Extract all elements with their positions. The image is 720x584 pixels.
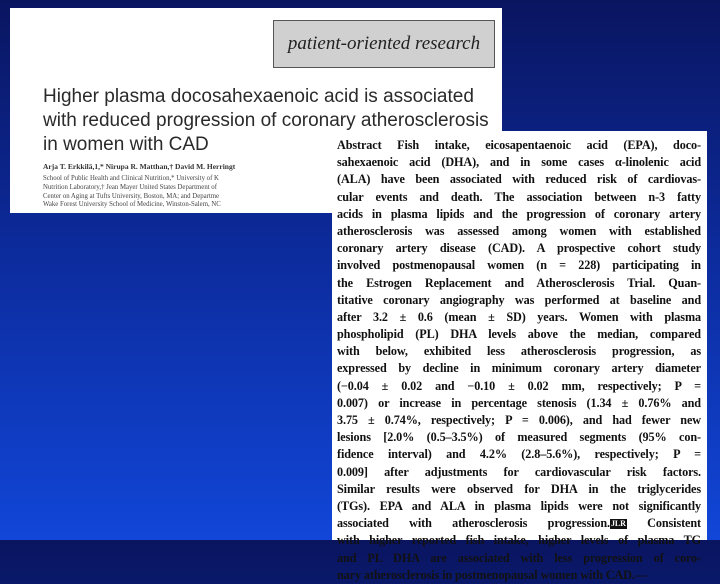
abstract-line: (−0.04 ± 0.02 and −0.10 ± 0.02 mm, respectively; P = — [337, 378, 701, 393]
abstract-line: 0.007) or increase in percentage stenosis (1.34 ± 0.76% and — [337, 395, 701, 410]
abstract-line: Abstract Fish intake, eicosapentaenoic acid (EPA), doco- — [337, 138, 701, 152]
affiliation-line: Center on Aging at Tufts University, Boston, MA; and Departme — [43, 192, 220, 200]
abstract-line: phospholipid (PL) DHA levels above the median, compared — [337, 327, 701, 342]
affiliation-line: Wake Forest University School of Medicine, Winston-Salem, NC — [43, 201, 221, 209]
affiliations — [43, 175, 343, 210]
author-list: Arja T. Erkkilä,1,* Nirupa R. Matthan,† David M. Herringt — [43, 162, 236, 171]
affiliation-line: Nutrition Laboratory,† Jean Mayer United States Department of — [43, 183, 217, 191]
abstract-line: (ALA) have been associated with reduced risk of cardiovas- — [337, 172, 701, 187]
abstract-line: titative coronary angiography was performed at baseline and — [337, 292, 701, 307]
abstract-line-text: Consistent — [626, 516, 702, 531]
abstract-line: 3.75 ± 0.74%, respectively; P = 0.006), and had fewer new — [337, 413, 701, 427]
abstract-line: cular events and death. The association between n-3 fatty — [337, 189, 701, 204]
abstract-line: with higher reported fish intake, higher levels of plasma TG — [337, 533, 701, 548]
abstract-line: and PL DHA are associated with less progression of coro- — [337, 550, 701, 565]
abstract-line: 0.009] after adjustments for cardiovascular risk factors. — [337, 464, 701, 479]
abstract-line: sahexaenoic acid (DHA), and in some cases α-linolenic acid — [337, 155, 701, 170]
abstract-line: (TGs). EPA and ALA in plasma lipids were not significantly — [337, 498, 701, 513]
affiliation-line: School of Public Health and Clinical Nutrition,* University of K — [43, 175, 219, 182]
abstract-line: involved postmenopausal women (n = 228) participating in — [337, 258, 701, 273]
abstract-line: after 3.2 ± 0.6 (mean ± SD) years. Women with plasma — [337, 309, 701, 324]
jlr-logo-icon: JLR — [611, 519, 626, 529]
abstract-clipping — [332, 131, 707, 582]
abstract-line: nary atherosclerosis in postmenopausal women with CAD.— — [337, 567, 647, 582]
abstract-line: Similar results were observed for DHA in the triglycerides — [337, 481, 701, 496]
paper-title: Higher plasma docosahexaenoic acid is associated with reduced progression of coronary atherosclerosis in women with CAD — [43, 86, 489, 155]
abstract-line: with below, exhibited less atherosclerosis progression, as — [337, 344, 701, 359]
abstract-line — [337, 515, 701, 532]
abstract-line-text: associated with atherosclerosis progression. — [337, 516, 610, 531]
abstract-line: the Estrogen Replacement and Atherosclerosis Trial. Quan- — [337, 275, 701, 290]
abstract-line: fidence interval) and 4.2% (2.8–5.6%), respectively; P = — [337, 447, 701, 462]
abstract-line: coronary artery disease (CAD). A prospective cohort study — [337, 241, 701, 256]
abstract-line: lesions [2.0% (0.5–3.5%) of measured segments (95% con- — [337, 430, 701, 445]
abstract-line: acids in plasma lipids and the progression of coronary artery — [337, 206, 701, 221]
journal-section-banner: patient-oriented research — [273, 20, 495, 68]
abstract-line: expressed by decline in minimum coronary artery diameter — [337, 361, 701, 376]
abstract-line: atherosclerosis was assessed among women with established — [337, 223, 701, 238]
